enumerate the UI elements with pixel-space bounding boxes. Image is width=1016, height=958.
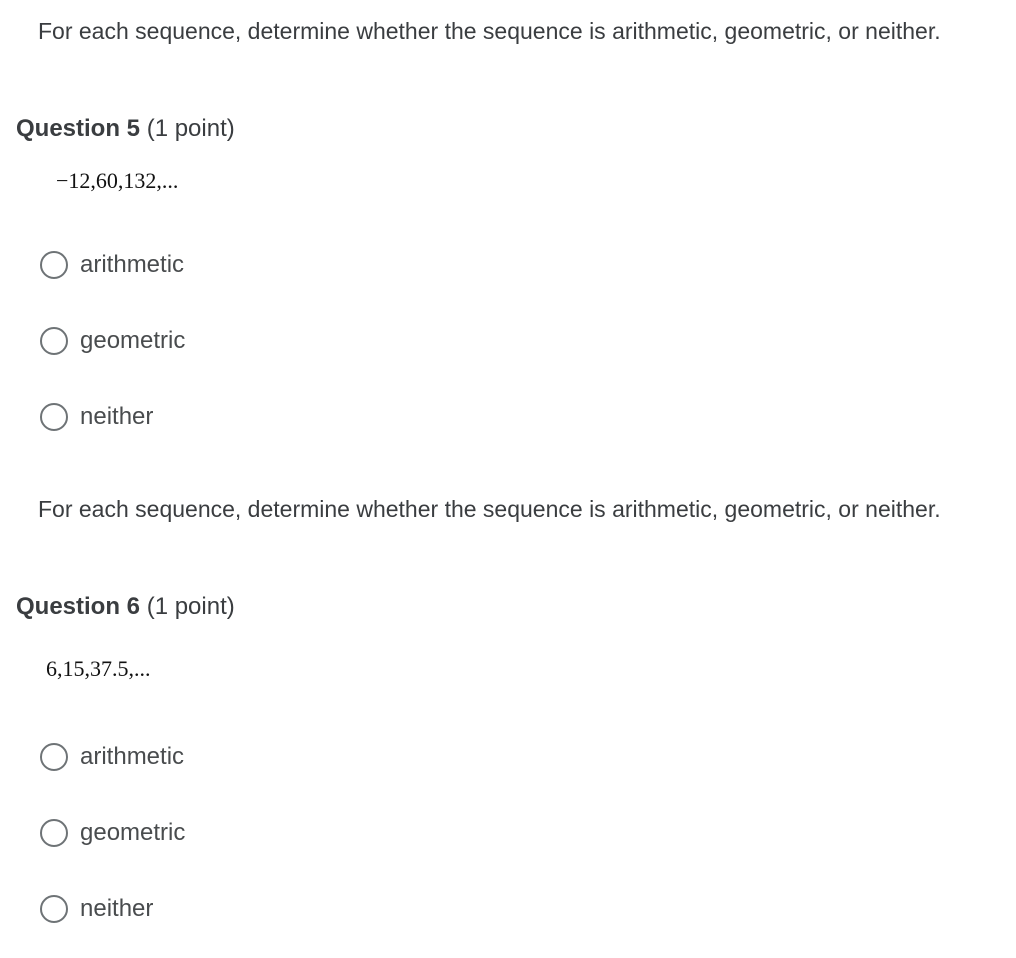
option-label: geometric — [80, 819, 186, 846]
option-geometric[interactable] — [40, 816, 185, 850]
question-title: Question 6 — [16, 593, 141, 620]
radio-button-icon[interactable] — [40, 743, 68, 771]
radio-button-icon[interactable] — [40, 403, 68, 431]
question-instructions: For each sequence, determine whether the sequence is arithmetic, geometric, or neither. — [38, 496, 941, 522]
radio-button-icon[interactable] — [40, 327, 68, 355]
sequence-expression: −12,60,132,... — [56, 168, 179, 193]
option-geometric[interactable] — [40, 324, 185, 358]
question-instructions: For each sequence, determine whether the sequence is arithmetic, geometric, or neither. — [38, 18, 941, 44]
option-label: neither — [80, 895, 154, 922]
option-neither[interactable] — [40, 400, 153, 434]
option-label: geometric — [80, 327, 186, 354]
question-points: (1 point) — [146, 115, 235, 142]
option-label: arithmetic — [80, 251, 185, 278]
radio-button-icon[interactable] — [40, 895, 68, 923]
option-neither[interactable] — [40, 892, 153, 926]
question-header — [16, 592, 235, 622]
question-header — [16, 114, 235, 144]
option-label: arithmetic — [80, 743, 185, 770]
radio-button-icon[interactable] — [40, 819, 68, 847]
option-label: neither — [80, 403, 154, 430]
radio-button-icon[interactable] — [40, 251, 68, 279]
question-points: (1 point) — [146, 593, 235, 620]
option-arithmetic[interactable] — [40, 740, 184, 774]
option-arithmetic[interactable] — [40, 248, 184, 282]
question-title: Question 5 — [16, 115, 141, 142]
sequence-expression: 6,15,37.5,... — [46, 656, 151, 681]
